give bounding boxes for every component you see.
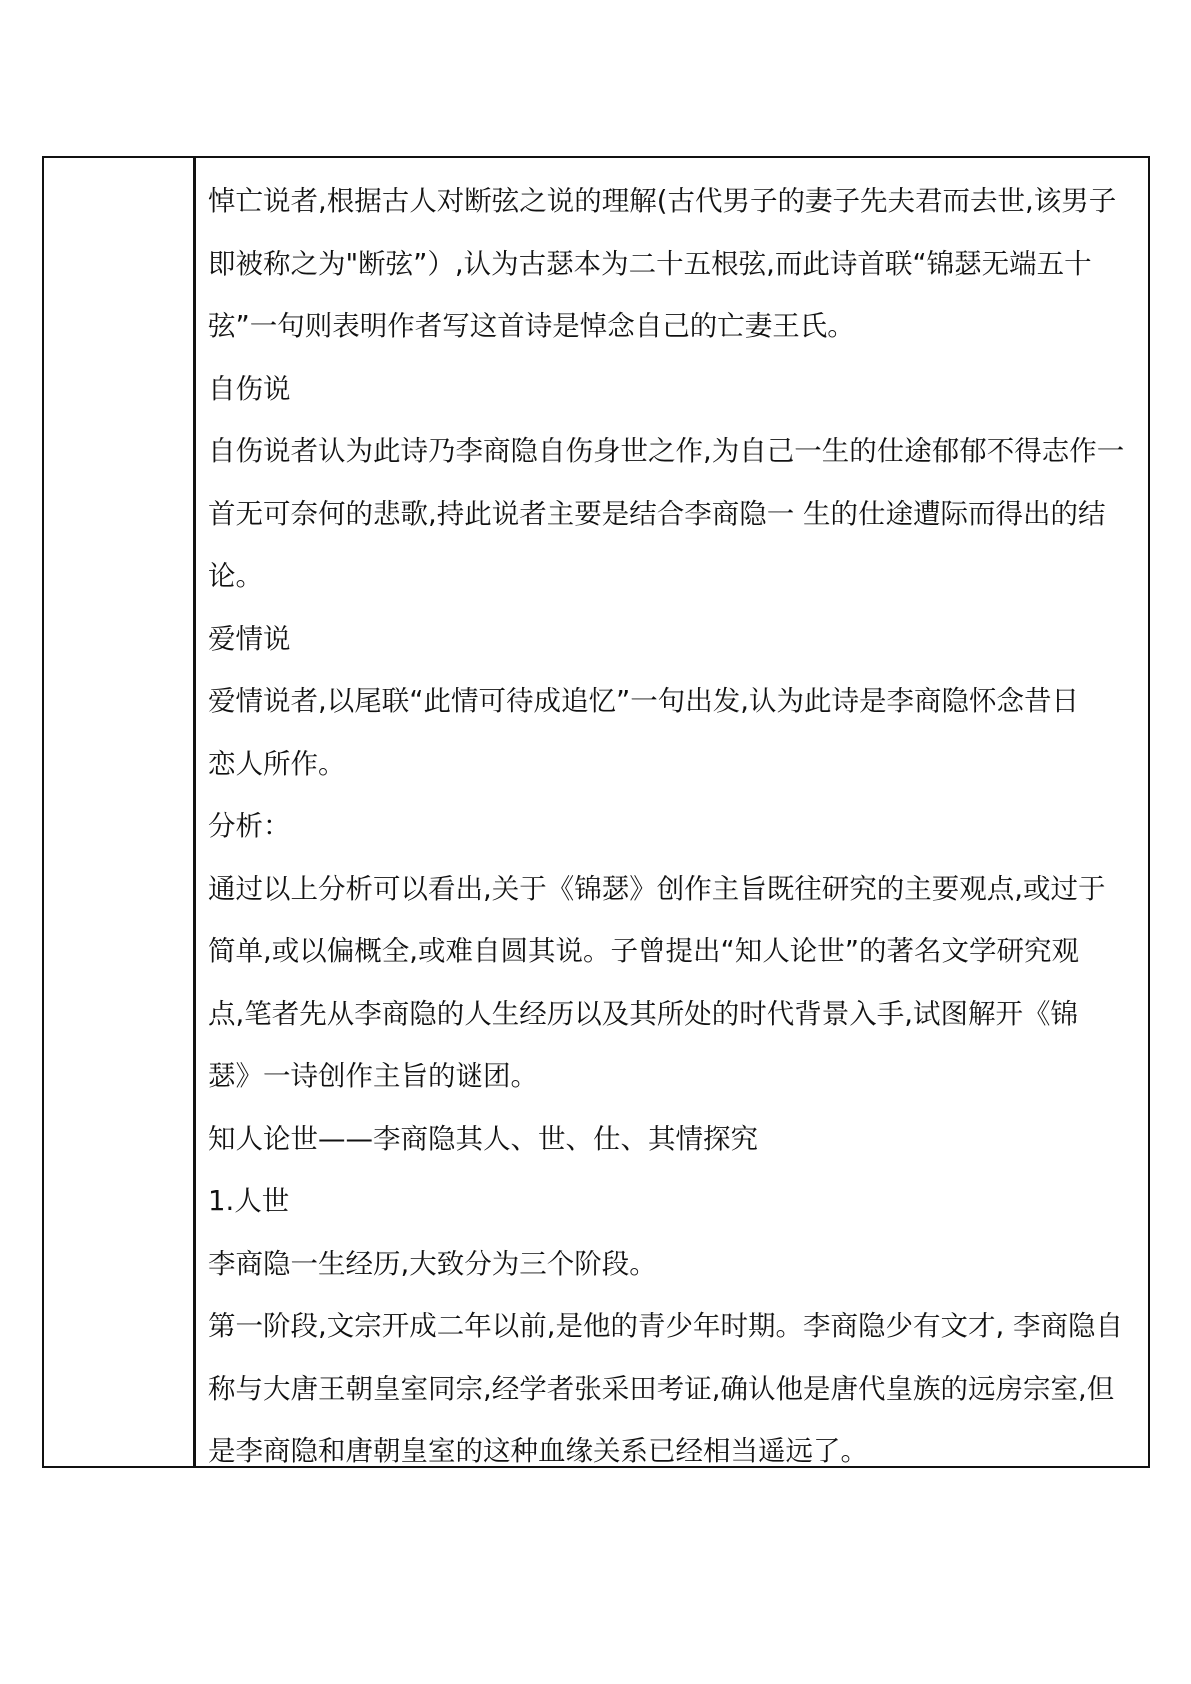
table-content-cell (196, 158, 1148, 1466)
text-line: 是李商隐和唐朝皇室的这种血缘关系已经相当遥远了。 (208, 1435, 868, 1467)
section-heading: 分析： (208, 810, 291, 842)
text-line: 自伤说者认为此诗乃李商隐自伤身世之作,为自己一生的仕途郁郁不得志作一 (208, 435, 1125, 467)
text-line: 论。 (208, 560, 263, 592)
text-line: 简单,或以偏概全,或难自圆其说。子曾提出“知人论世”的著名文学研究观 (208, 935, 1079, 967)
document-table (42, 156, 1150, 1468)
text-line: 悼亡说者,根据古人对断弦之说的理解(古代男子的妻子先夫君而去世,该男子 (208, 185, 1117, 217)
text-line: 通过以上分析可以看出,关于《锦瑟》创作主旨既往研究的主要观点,或过于 (208, 872, 1106, 905)
section-heading: 自伤说 (208, 372, 291, 405)
text-line: 恋人所作。 (208, 747, 346, 780)
text-line: 即被称之为"断弦”）,认为古瑟本为二十五根弦,而此诗首联“锦瑟无端五十 (208, 247, 1092, 280)
text-line: 李商隐一生经历,大致分为三个阶段。 (208, 1247, 657, 1280)
text-line: 称与大唐王朝皇室同宗,经学者张采田考证,确认他是唐代皇族的远房宗室,但 (208, 1372, 1115, 1405)
text-line: 第一阶段,文宗开成二年以前,是他的青少年时期。李商隐少有文才, 李商隐自 (208, 1310, 1123, 1342)
section-heading: 爱情说 (208, 622, 291, 655)
text-line: 弦”一句则表明作者写这首诗是悼念自己的亡妻王氏。 (208, 310, 855, 342)
section-heading: 1.人世 (208, 1185, 290, 1217)
text-line: 瑟》一诗创作主旨的谜团。 (208, 1060, 538, 1092)
section-heading: 知人论世——李商隐其人、世、仕、其情探究 (208, 1122, 758, 1155)
text-line: 爱情说者,以尾联“此情可待成追忆”一句出发,认为此诗是李商隐怀念昔日 (208, 685, 1079, 717)
text-line: 首无可奈何的悲歌,持此说者主要是结合李商隐一 生的仕途遭际而得出的结 (208, 497, 1106, 530)
text-line: 点,笔者先从李商隐的人生经历以及其所处的时代背景入手,试图解开《锦 (208, 997, 1078, 1030)
table-left-cell (44, 158, 196, 1466)
